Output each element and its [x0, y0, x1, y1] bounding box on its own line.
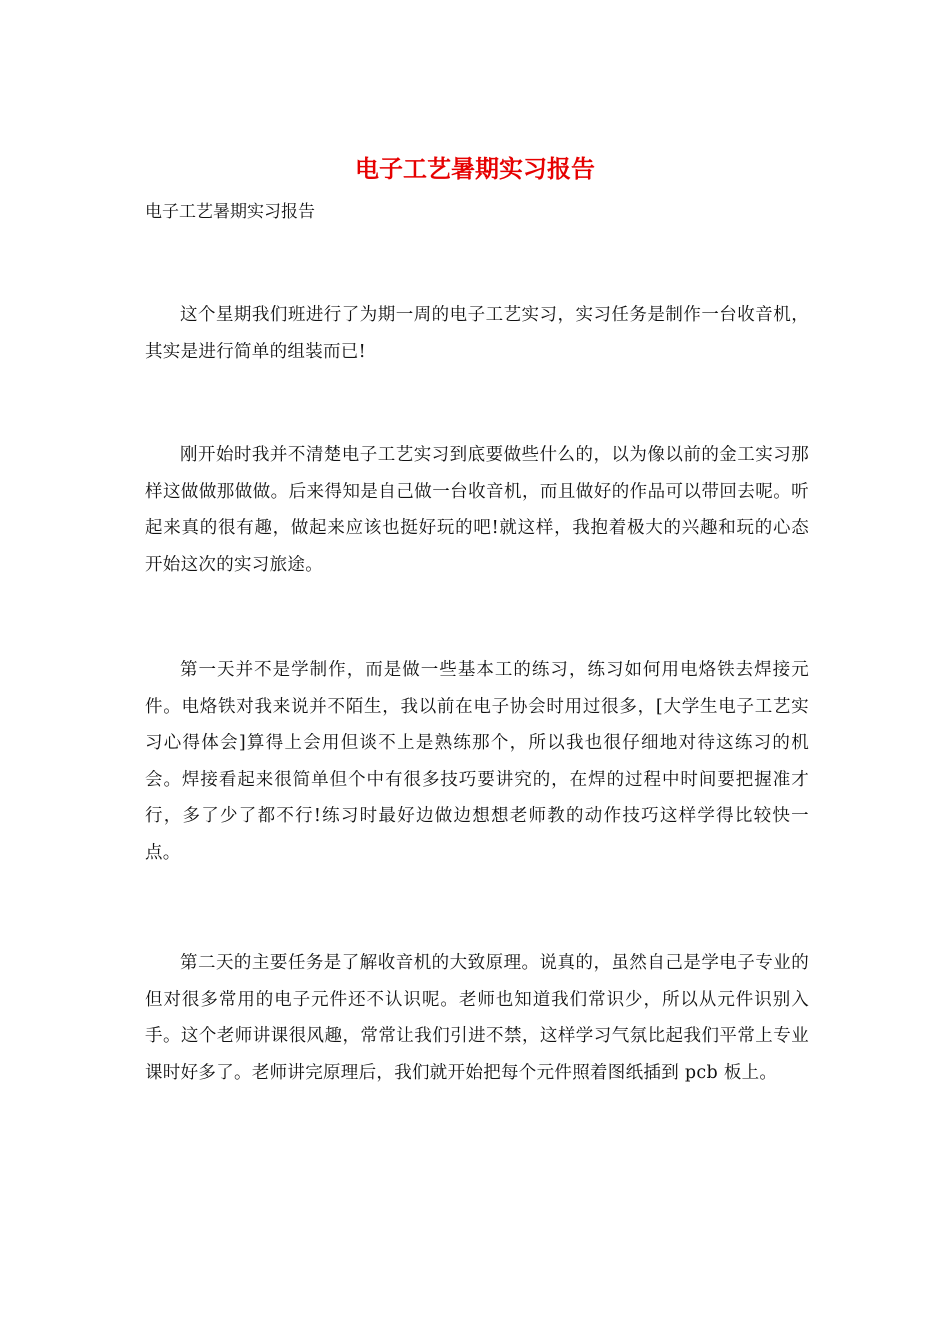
- paragraph: 第一天并不是学制作，而是做一些基本工的练习，练习如何用电烙铁去焊接元件。电烙铁对我来说并不陌生，我以前在电子协会时用过很多，[大学生电子工艺实习心得体会]算得上会用但谈不上是熟练那个，所以我也很仔细地对待这练习的机会。焊接看起来很简单但个中有很多技巧要讲究的，在焊的过程中时间要把握准才行，多了少了都不行!练习时最好边做边想想老师教的动作技巧这样学得比较快一点。: [145, 660, 809, 863]
- paragraph: 刚开始时我并不清楚电子工艺实习到底要做些什么的，以为像以前的金工实习那样这做做那做做。后来得知是自己做一台收音机，而且做好的作品可以带回去呢。听起来真的很有趣，做起来应该也挺好玩的吧!就这样，我抱着极大的兴趣和玩的心态开始这次的实习旅途。: [145, 445, 809, 575]
- paragraph: 第二天的主要任务是了解收音机的大致原理。说真的，虽然自己是学电子专业的但对很多常用的电子元件还不认识呢。老师也知道我们常识少，所以从元件识别入手。这个老师讲课很风趣，常常让我们引进不禁，这样学习气氛比起我们平常上专业课时好多了。老师讲完原理后，我们就开始把每个元件照着图纸插到 pcb 板上。: [145, 953, 809, 1083]
- paragraph: 这个星期我们班进行了为期一周的电子工艺实习，实习任务是制作一台收音机，其实是进行简单的组装而已!: [145, 305, 809, 362]
- document-subtitle: 电子工艺暑期实习报告: [145, 202, 315, 222]
- document-title: 电子工艺暑期实习报告: [355, 154, 595, 183]
